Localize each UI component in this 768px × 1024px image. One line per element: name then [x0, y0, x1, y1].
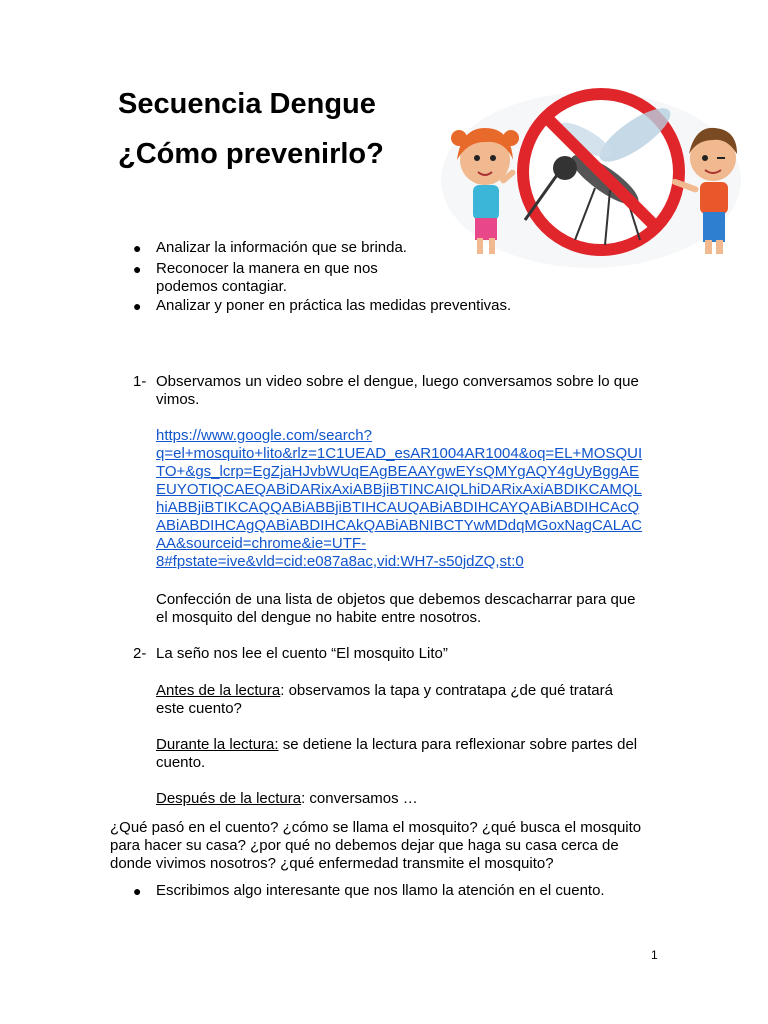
questions-line: donde vivimos nosotros? ¿qué enfermedad transmite el mosquito? — [110, 855, 554, 872]
before-reading-text: : observamos la tapa y contratapa ¿de qué tratará — [280, 682, 613, 699]
prohibition-sign — [523, 94, 679, 250]
video-link-line: https://www.google.com/search? — [156, 427, 372, 444]
during-reading — [156, 736, 637, 754]
objective-item: Analizar la información que se brinda. — [156, 239, 407, 256]
before-reading-label: Antes de la lectura — [156, 682, 281, 699]
after-reading-label: Después de la lectura — [156, 790, 302, 807]
before-reading — [156, 682, 613, 700]
video-link-line: q=el+mosquito+lito&rlz=1C1UEAD_esAR1004AR1004&oq=EL+MOSQUI — [156, 445, 643, 462]
bullet-icon: ● — [133, 883, 142, 899]
bullet-icon: ● — [133, 298, 142, 314]
bullet-icon: ● — [133, 240, 142, 256]
step1-task: Confección de una lista de objetos que debemos descacharrar para que — [156, 591, 636, 608]
after-reading-text: : conversamos … — [301, 790, 418, 807]
objective-item: Reconocer la manera en que nos — [156, 260, 378, 277]
during-reading-continued: cuento. — [156, 754, 206, 771]
step1-task-continued: el mosquito del dengue no habite entre nosotros. — [156, 609, 482, 626]
bullet-icon: ● — [133, 261, 142, 277]
final-bullet-text: Escribimos algo interesante que nos llamo la atención en el cuento. — [156, 882, 605, 899]
step1-text: Observamos un video sobre el dengue, luego conversamos sobre lo que — [156, 373, 639, 390]
before-reading-continued: este cuento? — [156, 700, 242, 717]
step1-text-continued: vimos. — [156, 391, 200, 408]
during-reading-text: se detiene la lectura para reflexionar sobre partes del — [278, 736, 638, 753]
video-link-line: EUYOTIQCAEQABiDARixAxiABBjiBTINCAIQLhiDARixAxiABDIKCAMQL — [156, 481, 642, 498]
step-number: 2- — [133, 645, 147, 662]
objective-item: Analizar y poner en práctica las medidas preventivas. — [156, 297, 512, 314]
page-number: 1 — [651, 948, 658, 962]
step2-text: La seño nos lee el cuento “El mosquito Lito” — [156, 645, 448, 662]
during-reading-label: Durante la lectura: — [156, 736, 279, 753]
questions-line: para hacer su casa? ¿por qué no debemos dejar que haga su casa cerca de — [110, 837, 619, 854]
video-link-line: 8#fpstate=ive&vld=cid:e087a8ac,vid:WH7-s50jdZQ,st:0 — [156, 553, 524, 570]
no-mosquito-illustration — [435, 80, 748, 270]
questions-line: ¿Qué pasó en el cuento? ¿cómo se llama el mosquito? ¿qué busca el mosquito — [110, 819, 642, 836]
page-title: Secuencia Dengue — [118, 88, 376, 120]
page-subtitle: ¿Cómo prevenirlo? — [118, 138, 384, 170]
after-reading — [156, 790, 418, 808]
video-link-line: AA&sourceid=chrome&ie=UTF- — [156, 535, 367, 552]
video-link-line: TO+&gs_lcrp=EgZjaHJvbWUqEAgBEAAYgwEYsQMYgAQY4gUyBggAE — [156, 463, 639, 480]
video-link-line: ABiABDIHCAgQABiABDIHCAkQABiABNIBCTYwMDdqMGoxNagCALAC — [156, 517, 642, 534]
objective-item-continued: podemos contagiar. — [156, 278, 287, 295]
video-link-line: hiABBjiBTIKCAQQABiABBjiBTIHCAUQABiABDIHCAYQABiABDIHCAcQ — [156, 499, 640, 516]
step-number: 1- — [133, 373, 147, 390]
video-link[interactable] — [156, 427, 642, 571]
